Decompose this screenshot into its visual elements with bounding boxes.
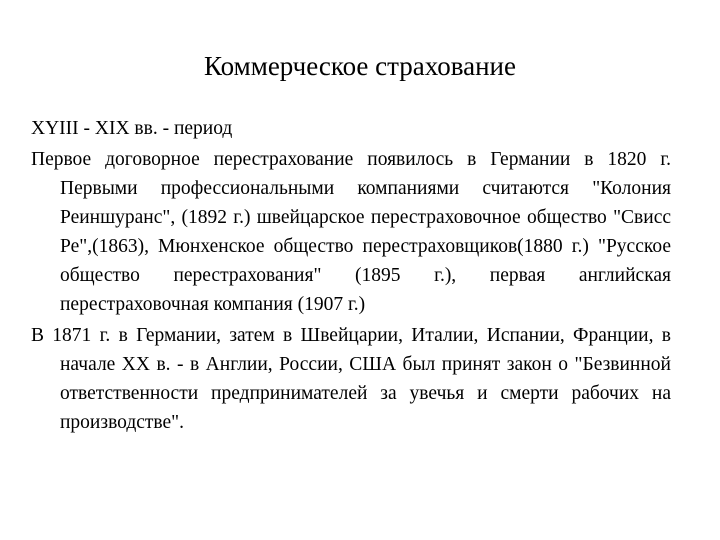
paragraph-period: XYIII - XIX вв. - период (31, 118, 233, 139)
paragraph-liability-law: В 1871 г. в Германии, затем в Швейцарии, Италии, Испании, Франции, в начале XX в. - в Англии, России, США был принят закон о "Безвинной ответственности предпринимателей за увечья и смерти рабочих на производстве". (31, 325, 671, 433)
slide-body (31, 114, 671, 439)
paragraph-first-reinsurance: Первое договорное перестрахование появилось в Германии в 1820 г. Первыми профессиональными компаниями считаются "Колония Реиншуранс", (1892 г.) швейцарское перестраховочное общество "Свисс Ре",(1863), Мюнхенское общество перестраховщиков(1880 г.) "Русское общество перестрахования" (1895 г.), первая английская перестраховочная компания (1907 г.) (31, 149, 671, 315)
slide-title: Коммерческое страхование (204, 51, 516, 81)
